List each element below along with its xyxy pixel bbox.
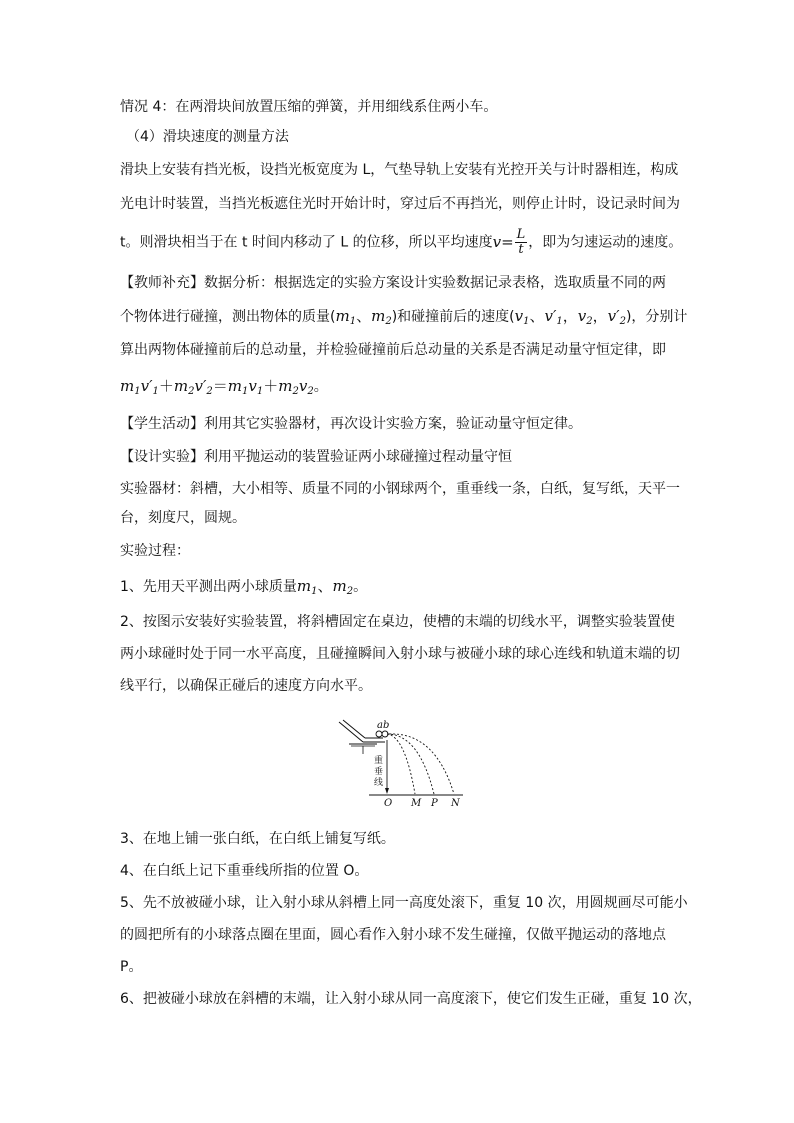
- velocity-symbols: $v_1$、$v'_1$，$v_2$，$v'_2$: [514, 307, 626, 327]
- chute-lower-edge: [343, 720, 365, 738]
- point-N: N: [451, 798, 460, 808]
- label-a: a: [377, 720, 383, 731]
- para-equipment-1: 实验器材：斜槽，大小相等、质量不同的小钢球两个，重垂线一条，白纸，复写纸，天平一: [120, 481, 680, 497]
- point-O: O: [384, 798, 393, 808]
- step-5-line-2: 的圆把所有的小球落点圈在里面，圆心看作入射小球不发生碰撞，仅做平抛运动的落地点: [120, 927, 666, 943]
- para-equipment-2: 台，刻度尺，圆规。: [120, 510, 246, 526]
- step-3: 3、在地上铺一张白纸，在白纸上铺复写纸。: [120, 831, 395, 847]
- step-6-line-1: 6、把被碰小球放在斜槽的末端，让入射小球从同一高度滚下，使它们发生正碰，重复 10 次，: [120, 991, 702, 1007]
- step-1: 1、先用天平测出两小球质量$m_1$、$m_2$。: [120, 577, 368, 597]
- trajectory-P: [387, 734, 434, 794]
- plumb-label-2: 垂: [374, 767, 384, 777]
- step-5-line-3: P。: [120, 959, 143, 975]
- point-M: M: [411, 798, 422, 808]
- heading-speed-method: （4）滑块速度的测量方法: [126, 129, 289, 145]
- para-teacher-supplement: 【教师补充】数据分析：根据选定的实验方案设计实验数据记录表格，选取质量不同的两: [120, 275, 666, 291]
- para-speed-2: 光电计时装置，当挡光板遮住光时开始计时，穿过后不再挡光，则停止计时，设记录时间为: [120, 196, 680, 212]
- para-speed-3-text-a: t。则滑块相当于在 t 时间内移动了 L 的位移，所以平均速度: [120, 234, 493, 251]
- plumb-label-3: 线: [374, 778, 384, 788]
- step-5-line-1: 5、先不放被碰小球，让入射小球从斜槽上同一高度处滚下，重复 10 次，用圆规画尽可能小: [120, 895, 688, 911]
- para-case4: 情况 4：在两滑块间放置压缩的弹簧，并用细线系住两小车。: [120, 99, 498, 115]
- trajectory-M: [387, 734, 415, 794]
- mass-symbols: $m_1$、$m_2$: [335, 307, 392, 327]
- para-total-momentum: 算出两物体碰撞前后的总动量，并检验碰撞前后总动量的关系是否满足动量守恒定律，即: [120, 342, 666, 358]
- para-student-activity: 【学生活动】利用其它实验器材，再次设计实验方案，验证动量守恒定律。: [120, 416, 582, 432]
- para-speed-3: [120, 227, 683, 257]
- chute-upper-edge: [339, 722, 363, 742]
- para-speed-3-text-b: ，即为匀速运动的速度。: [528, 234, 683, 251]
- para-procedure-heading: 实验过程：: [120, 543, 190, 559]
- plumb-bob: [385, 788, 389, 794]
- apparatus-figure: [335, 718, 465, 808]
- step-2-line-3: 线平行，以确保正碰后的速度方向水平。: [120, 678, 372, 694]
- para-speed-1: 滑块上安装有挡光板，设挡光板宽度为 L，气垫导轨上安装有光控开关与计时器相连，构成: [120, 162, 679, 178]
- step-2-line-1: 2、按图示安装好实验装置，将斜槽固定在桌边，使槽的末端的切线水平，调整实验装置使: [120, 614, 675, 630]
- velocity-formula: v= $\frac{L}{t}$: [492, 227, 526, 257]
- para-measure: 个物体进行碰撞，测出物体的质量($m_1$、$m_2$)和碰撞前后的速度($v_1$、$v'_1$，$v_2$，$v'_2$)，分别计: [120, 307, 688, 327]
- point-P: P: [431, 798, 438, 808]
- fraction-L-over-t: $\frac{L}{t}$: [516, 227, 526, 257]
- step-2-line-2: 两小球碰时处于同一水平高度，且碰撞瞬间入射小球与被碰小球的球心连线和轨道末端的切: [120, 646, 680, 662]
- step-4: 4、在白纸上记下重垂线所指的位置 O。: [120, 863, 369, 879]
- trajectory-N: [389, 734, 454, 794]
- label-b: b: [383, 720, 390, 731]
- momentum-equation: $m_1v'_1+m_2v'_2=m_1v_1+m_2v_2$。: [120, 377, 328, 397]
- plumb-label-1: 重: [374, 756, 384, 766]
- para-design-experiment: 【设计实验】利用平抛运动的装置验证两小球碰撞过程动量守恒: [120, 449, 512, 465]
- ball-a: [376, 731, 382, 737]
